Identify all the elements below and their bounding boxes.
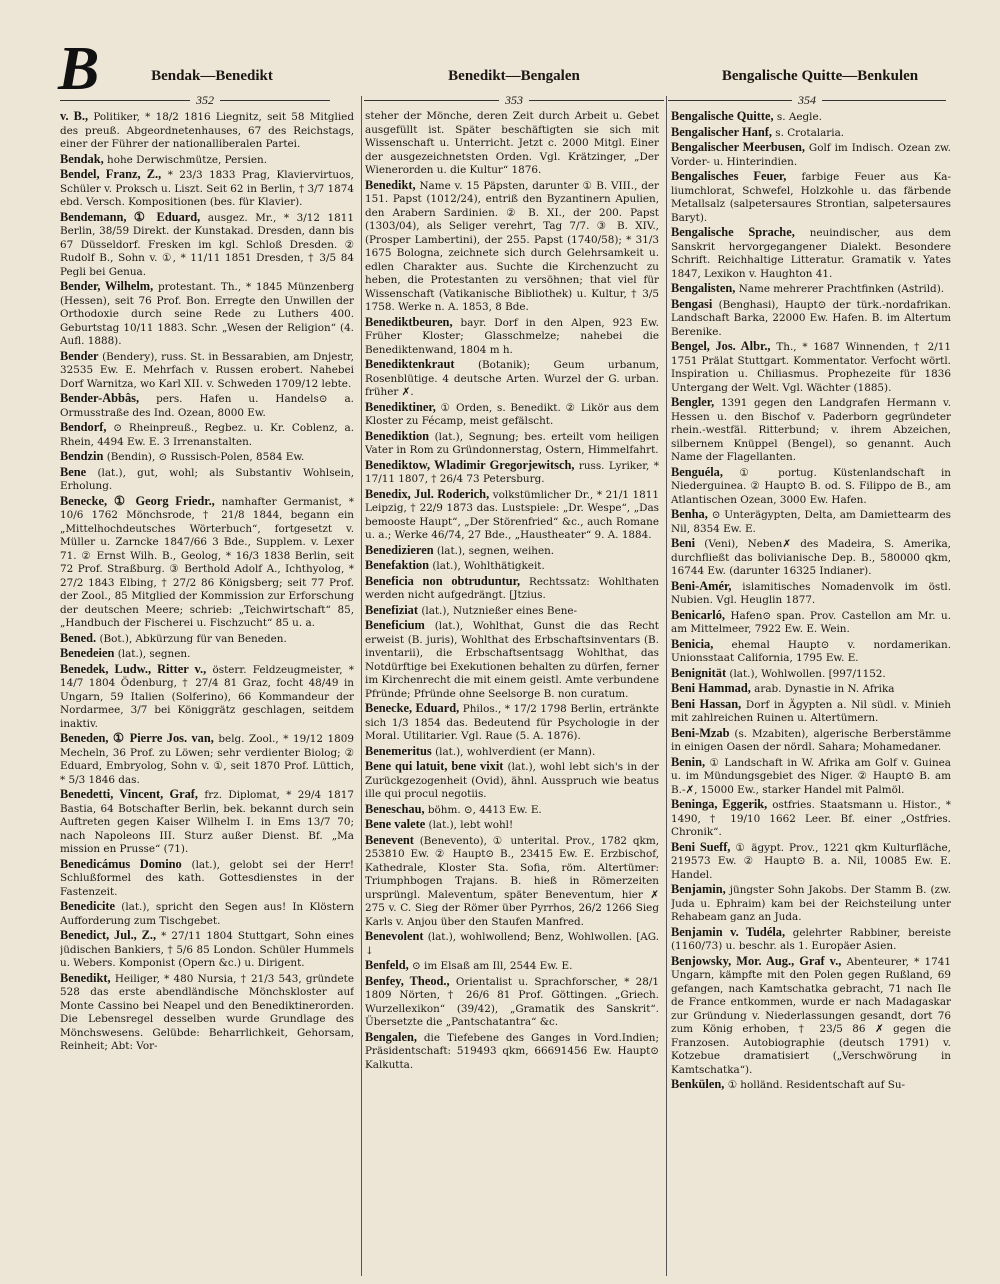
entry-headword: Benignität: [671, 665, 727, 680]
entry-text: die Tiefebene des Ganges in Vord.Indien; Präsidentschaft: 519493 qkm, 66691456 Ew. Haupt⊙ Kalkutta.: [365, 1031, 659, 1071]
entry-text: jüngster Sohn Jakobs. Der Stamm B. (zw. Juda u. Ephraim) kam bei der Reichsteilung unter Rehabeam ganz an Juda.: [671, 884, 951, 923]
dictionary-entry: [671, 141, 951, 169]
entry-headword: Bengalen,: [365, 1029, 417, 1044]
entry-text: ⊙ Unterägypten, Delta, am Damiettearm des Nil, 8354 Ew. E.: [671, 509, 951, 535]
entry-text: Dorf in Ägypten a. Nil südl. v. Minieh mit zahlreichen Ruinen u. Altertümern.: [671, 698, 951, 724]
entry-text: Orientalist u. Sprachforscher, * 28/1 1809 Nörten, † 26/6 81 Prof. Göttingen. „Griech. Wurzellexikon“ (39/42), „Gramatik des Sanskrit“. Übersetzte die „Pantschatantra“ &c.: [365, 975, 659, 1028]
dictionary-entry: [60, 280, 354, 349]
column-middle: [365, 110, 659, 1276]
column-divider: [666, 96, 667, 1276]
entry-headword: Benedix, Jul. Roderich,: [365, 486, 490, 501]
dictionary-entry: [365, 803, 659, 818]
entry-text: Heiliger, * 480 Nursia, † 21/3 543, gründete 528 das erste abendländische Mönchskloster auf Monte Cassino bei Neapel und den Benediktinerorden. Die Lebensregel desselben wurde Grundlage des Mönchswesens. Gelübde: Beharrlichkeit, Gehorsam, Reinheit; Abt: Vor-: [60, 972, 354, 1052]
entry-text: bayr. Dorf in den Alpen, 923 Ew. Früher Kloster; Glasschmelze; nahebei die Benediktenwand, 1804 m h.: [365, 316, 659, 356]
entry-text: s. Aegle.: [776, 111, 822, 123]
dictionary-entry: [60, 972, 354, 1054]
entry-headword: Beni-Mzab: [671, 725, 730, 740]
entry-text: Philos., * 17/2 1798 Berlin, ertränkte sich 1/3 1854 das. Bedeutend für Psychologie in der Moral. Utilitarier. Vgl. Raue (5. A. 1876).: [365, 703, 659, 742]
entry-text: Hafen⊙ span. Prov. Castellon am Mr. u. am Mittelmeer, 7922 Ew. E. Wein.: [671, 609, 951, 635]
dictionary-entry: [671, 282, 951, 297]
column-header-left: Bendak—Benedikt: [151, 68, 273, 84]
dictionary-entry: [671, 126, 951, 141]
entry-text: ① ägypt. Prov., 1221 qkm Kulturfläche, 219573 Ew. ② Haupt⊙ B. a. Nil, 10085 Ew. E. Handel.: [671, 841, 951, 881]
entry-headword: Benicarló,: [671, 607, 726, 622]
dictionary-entry: [60, 929, 354, 971]
dictionary-entry: [365, 1031, 659, 1073]
entry-headword: Bengalische Sprache,: [671, 225, 795, 239]
dictionary-entry: [60, 421, 354, 449]
dictionary-entry: [60, 466, 354, 494]
dictionary-entry: [671, 537, 951, 579]
entry-headword: Bendak,: [60, 151, 104, 166]
entry-text: Name mehrerer Prachtfinken (Astrild).: [738, 283, 945, 295]
entry-headword: Bene valete: [365, 817, 426, 831]
dictionary-entry: [671, 466, 951, 508]
dictionary-entry: [671, 883, 951, 925]
entry-text: neuindischer, aus dem Sanskrit hervorgegangener Dialekt. Besondere Schrift. Reichhaltige Litteratur. Gramatik v. Yates 1847, Lexikon v. Haughton 41.: [671, 227, 951, 280]
entry-text: ① portug. Küstenlandschaft in Niederguinea. ② Haupt⊙ B. od. S. Filippo de B., am Atlantischen Ozean, 3000 Ew. Hafen.: [671, 466, 951, 506]
entry-headword: Benefiziat: [365, 602, 418, 617]
dictionary-entry: [365, 459, 659, 487]
entry-headword: Benjamin v. Tudéla,: [671, 924, 786, 939]
entry-text: ehemal Haupt⊙ v. nordamerikan. Unionsstaat California, 1795 Ew. E.: [671, 638, 951, 664]
entry-headword: Beneschau,: [365, 801, 425, 816]
dictionary-entry: [671, 170, 951, 225]
entry-headword: Benediktow, Wladimir Gregorjewitsch,: [365, 457, 575, 472]
entry-headword: Bengel, Jos. Albr.,: [671, 339, 771, 353]
dictionary-entry: [60, 350, 354, 392]
entry-headword: Bengalisches Feuer,: [671, 169, 787, 183]
entry-text: (lat.), wohl lebt sich's in der Zurückgezogenheit (Ovid), ähnl. Ausspruch wie beatus ille qui procul negotiis.: [365, 761, 659, 800]
entry-headword: Beni Sueff,: [671, 839, 731, 854]
entry-headword: Bene: [60, 464, 87, 479]
dictionary-entry: [60, 392, 354, 420]
entry-headword: Benedikt,: [60, 970, 111, 985]
entry-text: ① Landschaft in W. Afrika am Golf v. Guinea u. im Mündungsgebiet des Niger. ② Haupt⊙ B. am B.-✗, 15000 Ew., starker Handel mit Palmöl.: [671, 756, 951, 796]
dictionary-entry: [365, 930, 659, 958]
entry-headword: Benjamin,: [671, 882, 726, 896]
entry-text: (Benghasi), Haupt⊙ der türk.-nordafrikan. Landschaft Barka, 22000 Ew. Hafen. B. im Altertum Berenike.: [671, 298, 951, 338]
entry-text: (lat.), Wohlthat, Gunst die das Recht erweist (B. juris), Wohlthat des Erbschaftsinventars (B. inventarii), die Erbschaftsentsagg Wohlthat, das Notdürftige bei Exekutionen behalten zu dürfen, ferner im Kirchenrecht die mit einem geistl. Amte verbundene Pfründe; Pfründe ohne Seelsorge B. non curatum.: [365, 620, 659, 700]
entry-headword: Benedeien: [60, 646, 115, 660]
dictionary-entry: [365, 975, 659, 1030]
entry-headword: Beni-Amér,: [671, 578, 732, 593]
dictionary-entry: [365, 760, 659, 802]
dictionary-entry: [365, 430, 659, 458]
entry-headword: Benedicite: [60, 899, 116, 913]
entry-text: frz. Diplomat, * 29/4 1817 Bastia, 64 Botschafter Berlin, bek. bekannt durch sein Auftreten gegen Kaiser Wilhelm I. in Ems 13/7 70; nach Napoleons III. Sturz außer Dienst. Bf. „Ma mission en Prusse“ (71).: [60, 789, 354, 855]
dictionary-entry: [365, 316, 659, 358]
entry-headword: Beneden, ① Pierre Jos. van,: [60, 731, 214, 745]
dictionary-entry: [60, 732, 354, 787]
dictionary-entry: [365, 604, 659, 619]
dictionary-entry: [365, 619, 659, 701]
entry-headword: Beni Hassan,: [671, 696, 742, 711]
entry-headword: Benkülen,: [671, 1077, 725, 1091]
dictionary-entry: [365, 745, 659, 760]
column-right: [671, 110, 951, 1276]
entry-text: steher der Mönche, deren Zeit durch Arbeit u. Gebet ausgefüllt ist. Später beschäftigten sie sich mit Wissenschaft u. Unterricht. Jetzt c. 2000 Mitgl. Einer der ausgezeichnetsten Orden. Vgl. Krätzinger, „Der Wienerorden u. die Kultur“ 1876.: [365, 110, 659, 176]
dictionary-entry: [671, 798, 951, 840]
entry-headword: Benediktiner,: [365, 399, 436, 414]
dictionary-entry: [365, 959, 659, 974]
entry-headword: Benediktbeuren,: [365, 314, 453, 329]
entry-text: österr. Feldzeugmeister, * 14/7 1804 Ödenburg, † 27/4 81 Graz, focht 48/49 in Ungarn, 59 Italien (Solferino), 66 Kommandeur der Nordarmee, 3/7 bei Königgrätz geschlagen, seitdem inaktiv.: [60, 663, 354, 730]
entry-text: pers. Hafen u. Handels⊙ a. Ormusstraße des Ind. Ozean, 8000 Ew.: [60, 393, 354, 419]
entry-text: islamitisches Nomadenvolk im östl. Nubien. Vgl. Heuglin 1877.: [671, 580, 951, 606]
dictionary-entry: [671, 698, 951, 726]
entry-text: (lat.), segnen, weihen.: [436, 544, 555, 557]
dictionary-entry: [60, 858, 354, 900]
entry-text: * 23/3 1833 Prag, Klaviervirtuos, Schüler v. Proksch u. Liszt. Seit 62 in Berlin, † 3/7 1874 ebd. Versch. Kompositionen (bes. für Klavier).: [60, 169, 354, 208]
entry-text: Name v. 15 Päpsten, darunter ① B. VIII., der 151. Papst (1012/24), entriß den Byzantinern Apulien, den Arabern Sardinien. ② B. XI., der 200. Papst (1303/04), als Seliger verehrt, Tag 7/7. ③ B. XIV., (Prosper Lambertini), der 255. Papst (1740/58); * 31/3 1675 Bologna, zeichnete sich durch Gelehrsamkeit u. edlen Charakter aus. Suchte die Kirchenzucht zu heben, die Protestanten zu versöhnen; that viel für Wissenschaft (Vatikanische Bibliothek) u. Kultur, † 3/5 1758. Werke n. A. 1853, 8 Bde.: [365, 179, 659, 313]
page-number-left-text: 352: [190, 93, 220, 107]
entry-headword: Benin,: [671, 754, 706, 769]
entry-text: (lat.), wohlverdient (er Mann).: [435, 745, 596, 758]
column-header-middle: Benedikt—Bengalen: [448, 68, 580, 84]
dictionary-entry: [671, 580, 951, 608]
dictionary-entry: [671, 727, 951, 755]
entry-headword: Bengalischer Hanf,: [671, 124, 772, 139]
entry-text: (lat.), Segnung; bes. erteilt vom heiligen Vater in Rom zu Gründonnerstag, Ostern, Himmelfahrt.: [365, 430, 659, 456]
entry-headword: Bengalisten,: [671, 281, 736, 295]
entry-text: s. Crotalaria.: [775, 126, 845, 139]
entry-text: ① holländ. Residentschaft auf Su-: [727, 1079, 906, 1091]
entry-text: gelehrter Rabbiner, bereiste (1160/73) u. beschr. als 1. Europäer Asien.: [671, 926, 951, 952]
entry-headword: Benecke, ① Georg Friedr.,: [60, 493, 215, 508]
entry-text: ostfries. Staatsmann u. Histor., * 1490, † 19/10 1662 Leer. Bf. einer „Ostfries. Chronik“.: [671, 799, 951, 838]
dictionary-entry: [671, 955, 951, 1078]
entry-headword: Benefaktion: [365, 558, 430, 572]
dictionary-entry: [60, 663, 354, 732]
entry-text: arab. Dynastie in N. Afrika: [754, 683, 895, 695]
entry-headword: Bendel, Franz, Z.,: [60, 167, 162, 181]
entry-headword: Benediktion: [365, 428, 430, 443]
entry-headword: Benedetti, Vincent, Graf,: [60, 787, 198, 801]
entry-text: (Bendery), russ. St. in Bessarabien, am Dnjestr, 32535 Ew. E. Mehrfach v. Russen erobert. Nahebei Dorf Warnitza, wo Karl XII. v. Schweden 1709/12 lebte.: [60, 350, 354, 390]
entry-headword: Benedek, Ludw., Ritter v.,: [60, 661, 207, 676]
entry-headword: Benevent: [365, 832, 414, 847]
entry-headword: Benecke, Eduard,: [365, 701, 460, 715]
entry-text: Abenteurer, * 1741 Ungarn, kämpfte mit den Polen gegen Rußland, 69 gefangen, nach Kamtschatka gebracht, 71 nach Ile de France entkommen, wurde er nach Madagaskar zur Gründung v. Niederlassungen gesandt, dort 76 zum König erhoben, † 23/5 86 ✗ gegen die Franzosen. Autobiographie (deutsch 1791) v. Kotzebue dramatisiert („Verschwörung in Kamtschatka“).: [671, 955, 951, 1076]
dictionary-entry: [60, 450, 354, 465]
entry-text: 1391 gegen den Landgrafen Hermann v. Hessen u. den Bischof v. Paderborn gegründeter rhein.-westfäl. Ritterbund; v. ihrem Abzeichen, silbernem Knüppel (Bengel), so genannt. Auch Name der Flagellanten.: [671, 397, 951, 463]
entry-headword: Benha,: [671, 507, 708, 521]
entry-text: (s. Mzabiten), algerische Berberstämme in einigen Oasen der nördl. Sahara; Mohamedaner.: [671, 727, 951, 753]
page-number-right-text: 354: [792, 93, 822, 107]
entry-text: volkstümlicher Dr., * 21/1 1811 Leipzig, † 22/9 1873 das. Lustspiele: „Dr. Wespe“, „Das bemooste Haupt“, „Der Störenfried“ &c., auch Romane u. a.; Werke 46/74, 27 Bde., „Haustheater“ 9. A. 1884.: [365, 488, 659, 541]
entry-text: Politiker, * 18/2 1816 Liegnitz, seit 58 Mitglied des preuß. Abgeordnetenhauses, 67 des Reichstags, einer der Führer der nationalliberalen Partei.: [60, 111, 354, 150]
dictionary-entry: [60, 211, 354, 280]
entry-headword: Beneficium: [365, 618, 425, 632]
entry-text: ausgez. Mr., * 3/12 1811 Berlin, 38/59 Direkt. der Kunstakad. Dresden, dann bis 67 Düsseldorf. Fresken im kgl. Schloß Dresden. ② Rudolf B., Sohn v. ①, * 11/11 1851 Dresden, † 3/5 84 Pegli bei Genua.: [60, 211, 354, 278]
dictionary-entry: [671, 340, 951, 395]
entry-headword: Benicia,: [671, 636, 714, 651]
entry-text: (lat.), spricht den Segen aus! In Klöstern Aufforderung zum Tischgebet.: [60, 901, 354, 927]
entry-text: (lat.), Wohlthätigkeit.: [432, 560, 545, 572]
entry-text: Golf im Indisch. Ozean zw. Vorder- u. Hinterindien.: [671, 142, 951, 168]
dictionary-entry: [365, 401, 659, 429]
entry-headword: Benfey, Theod.,: [365, 973, 450, 988]
dictionary-entry: [671, 396, 951, 465]
dictionary-entry: [671, 110, 951, 125]
dictionary-entry: [365, 575, 659, 603]
entry-text: Rechtssatz: Wohlthaten werden nicht aufgedrängt. [Jtzius.: [365, 575, 659, 601]
entry-headword: Benedicámus Domino: [60, 856, 182, 871]
dictionary-entry: [60, 647, 354, 662]
dictionary-entry: [671, 926, 951, 954]
entry-headword: Bened.: [60, 630, 97, 645]
entry-headword: Benedikt,: [365, 177, 416, 192]
dictionary-entry: [365, 110, 659, 178]
column-left: [60, 110, 354, 1276]
entry-text: (lat.), lebt wohl!: [428, 819, 514, 831]
dictionary-entry: [365, 544, 659, 559]
entry-text: ⊙ im Elsaß am Ill, 2544 Ew. E.: [412, 960, 573, 972]
dictionary-entry: [671, 226, 951, 281]
entry-text: protestant. Th., * 1845 Münzenberg (Hessen), seit 76 Prof. Bon. Erregte den Unwillen der Orthodoxie durch seine Rede zu Luthers 400. Geburtstag 10/11 1883. Schr. „Wesen der Religion“ (4. Aufl. 1888).: [60, 281, 354, 347]
dictionary-entry: [671, 667, 951, 682]
entry-headword: Bendzin: [60, 449, 104, 463]
dictionary-entry: [671, 638, 951, 666]
dictionary-entry: [60, 168, 354, 210]
entry-headword: Bender: [60, 348, 99, 363]
entry-text: (Benevento), ① unterital. Prov., 1782 qkm, 253810 Ew. ② Haupt⊙ B., 23415 Ew. E. Erzbischof, Kathedrale, Kloster Sta. Sofia, röm. Altertümer: Triumphbogen Trajans. B. hieß in Römerzeiten ursprüngl. Maleventum, später Beneventum, hier ✗ 275 v. C. Sieg der Römer über Pyrrhos, 26/2 1266 Sieg Karls v. Anjou über den Staufen Manfred.: [365, 834, 659, 928]
entry-headword: Bender, Wilhelm,: [60, 279, 154, 293]
entry-text: (Bendin), ⊙ Russisch-Polen, 8584 Ew.: [106, 451, 305, 463]
entry-text: * 27/11 1804 Stuttgart, Sohn eines jüdischen Bankiers, † 5/6 85 London. Schüler Hummels u. Webers. Komponist (Opern &c.) u. Dirigent.: [60, 930, 354, 969]
dictionary-entry: [365, 559, 659, 574]
entry-text: (lat.), gut, wohl; als Substantiv Wohlsein, Erholung.: [60, 466, 354, 492]
dictionary-entry: [671, 682, 951, 697]
entry-headword: Beninga, Eggerik,: [671, 797, 768, 811]
entry-headword: Beni: [671, 536, 696, 550]
entry-text: belg. Zool., * 19/12 1809 Mecheln, 36 Prof. zu Löwen; sehr verdienter Biolog; ② Eduard, Embryolog, Sohn v. ①, seit 1870 Prof. Lüttich, * 5/3 1846 das.: [60, 733, 354, 786]
entry-headword: Bendemann, ① Eduard,: [60, 209, 201, 224]
entry-headword: v. B.,: [60, 110, 89, 123]
dictionary-entry: [60, 632, 354, 647]
entry-text: (lat.), wohlwollend; Benz, Wohlwollen. [AG. ↓: [365, 931, 659, 957]
dictionary-entry: [60, 900, 354, 928]
entry-text: hohe Derwischmütze, Persien.: [107, 153, 268, 166]
entry-headword: Bendorf,: [60, 420, 107, 434]
dictionary-entry: [365, 358, 659, 400]
dictionary-entry: [365, 818, 659, 833]
entry-text: (lat.), Wohlwollen. [997/1152.: [729, 667, 886, 680]
entry-text: böhm. ⊙, 4413 Ew. E.: [427, 803, 542, 816]
dictionary-entry: [60, 110, 354, 152]
entry-text: (Bot.), Abkürzung für van Beneden.: [99, 632, 287, 645]
entry-text: (lat.), segnen.: [117, 648, 191, 660]
entry-text: (Veni), Neben✗ des Madeira, S. Amerika, durchfließt das bolivianische Dep. B., 580000 qkm, 16744 Ew. (darunter 16325 Indianer).: [671, 538, 951, 577]
entry-headword: Beneficia non obtruduntur,: [365, 573, 521, 588]
entry-headword: Bene qui latuit, bene vixit: [365, 759, 504, 773]
dictionary-entry: [671, 1078, 951, 1093]
entry-headword: Bengalische Quitte,: [671, 110, 774, 123]
entry-headword: Bengasi: [671, 296, 713, 311]
entry-text: (lat.), gelobt sei der Herr! Schlußformel des kath. Gottesdienstes in der Fastenzeit.: [60, 858, 354, 898]
entry-text: russ. Lyriker, * 17/11 1807, † 26/4 73 Petersburg.: [365, 459, 659, 485]
dictionary-entry: [671, 841, 951, 883]
entry-headword: Benedict, Jul., Z.,: [60, 928, 157, 942]
entry-headword: Bender-Abbâs,: [60, 391, 140, 405]
entry-text: farbige Feuer aus Kaliumchlorat, Schwefel, Holzkohle u. das färbende Metallsalz (salpetersaures Strontian, salpetersaures Baryt).: [671, 171, 951, 224]
page-number-middle-text: 353: [499, 93, 529, 107]
entry-headword: Benediktenkraut: [365, 357, 455, 371]
dictionary-entry: [671, 508, 951, 536]
dictionary-entry: [60, 788, 354, 857]
entry-headword: Benemeritus: [365, 743, 432, 758]
entry-text: namhafter Germanist, * 10/6 1762 Mönchsrode, † 21/8 1844, begann ein „Mittelhochdeutsches Wörterbuch“, fortgesetzt v. Müller u. Zarncke 1847/66 3 Bde., Supplem. v. Lexer 71. ② Ernst Wilh. B., Geolog, * 16/3 1838 Berlin, seit 72 Prof. Straßburg. ③ Berthold Adolf A., Ichthyolog, * 27/2 1843 Elbing, † 27/2 86 Königsberg; seit 77 Prof. der Zool., 85 Mitglied der Kommission zur Erforschung der deutschen Meere; schrieb: „Teichwirtschaft“ 85, „Handbuch der Fischerei u. Fischzucht“ 85 u. a.: [60, 495, 354, 629]
entry-text: (Botanik); Geum urbanum, Rosenblütige. 4 deutsche Arten. Wurzel der G. urban. früher ✗.: [365, 359, 659, 398]
entry-text: Th., * 1687 Winnenden, † 2/11 1751 Prälat Stuttgart. Kommentator. Verfocht wörtl. Inspiration u. Chiliasmus. Prophezeite für 1836 Untergang der Welt. Vgl. Wächter (1885).: [671, 341, 951, 394]
entry-headword: Benfeld,: [365, 958, 409, 972]
entry-headword: Benjowsky, Mor. Aug., Graf v.,: [671, 953, 842, 968]
section-letter: B: [58, 35, 100, 103]
entry-headword: Bengler,: [671, 395, 715, 409]
entry-text: ⊙ Rheinpreuß., Regbez. u. Kr. Coblenz, a. Rhein, 4494 Ew. E. 3 Irrenanstalten.: [60, 422, 354, 448]
entry-headword: Bengalischer Meerbusen,: [671, 140, 805, 154]
dictionary-entry: [671, 298, 951, 340]
dictionary-entry: [365, 702, 659, 744]
entry-headword: Beni Hammad,: [671, 681, 751, 695]
dictionary-entry: [365, 488, 659, 543]
column-divider: [361, 96, 362, 1276]
dictionary-entry: [365, 179, 659, 315]
entry-headword: Benedizieren: [365, 542, 434, 557]
column-header-right: Bengalische Quitte—Benkulen: [721, 68, 919, 84]
dictionary-entry: [671, 756, 951, 798]
entry-text: ① Orden, s. Benedikt. ② Likör aus dem Kloster zu Fécamp, meist gefälscht.: [365, 401, 659, 427]
dictionary-entry: [60, 495, 354, 631]
entry-text: (lat.), Nutznießer eines Bene-: [421, 604, 578, 617]
dictionary-entry: [365, 834, 659, 930]
entry-headword: Benguéla,: [671, 464, 723, 479]
entry-headword: Benevolent: [365, 929, 424, 943]
dictionary-entry: [671, 609, 951, 637]
dictionary-entry: [60, 153, 354, 168]
